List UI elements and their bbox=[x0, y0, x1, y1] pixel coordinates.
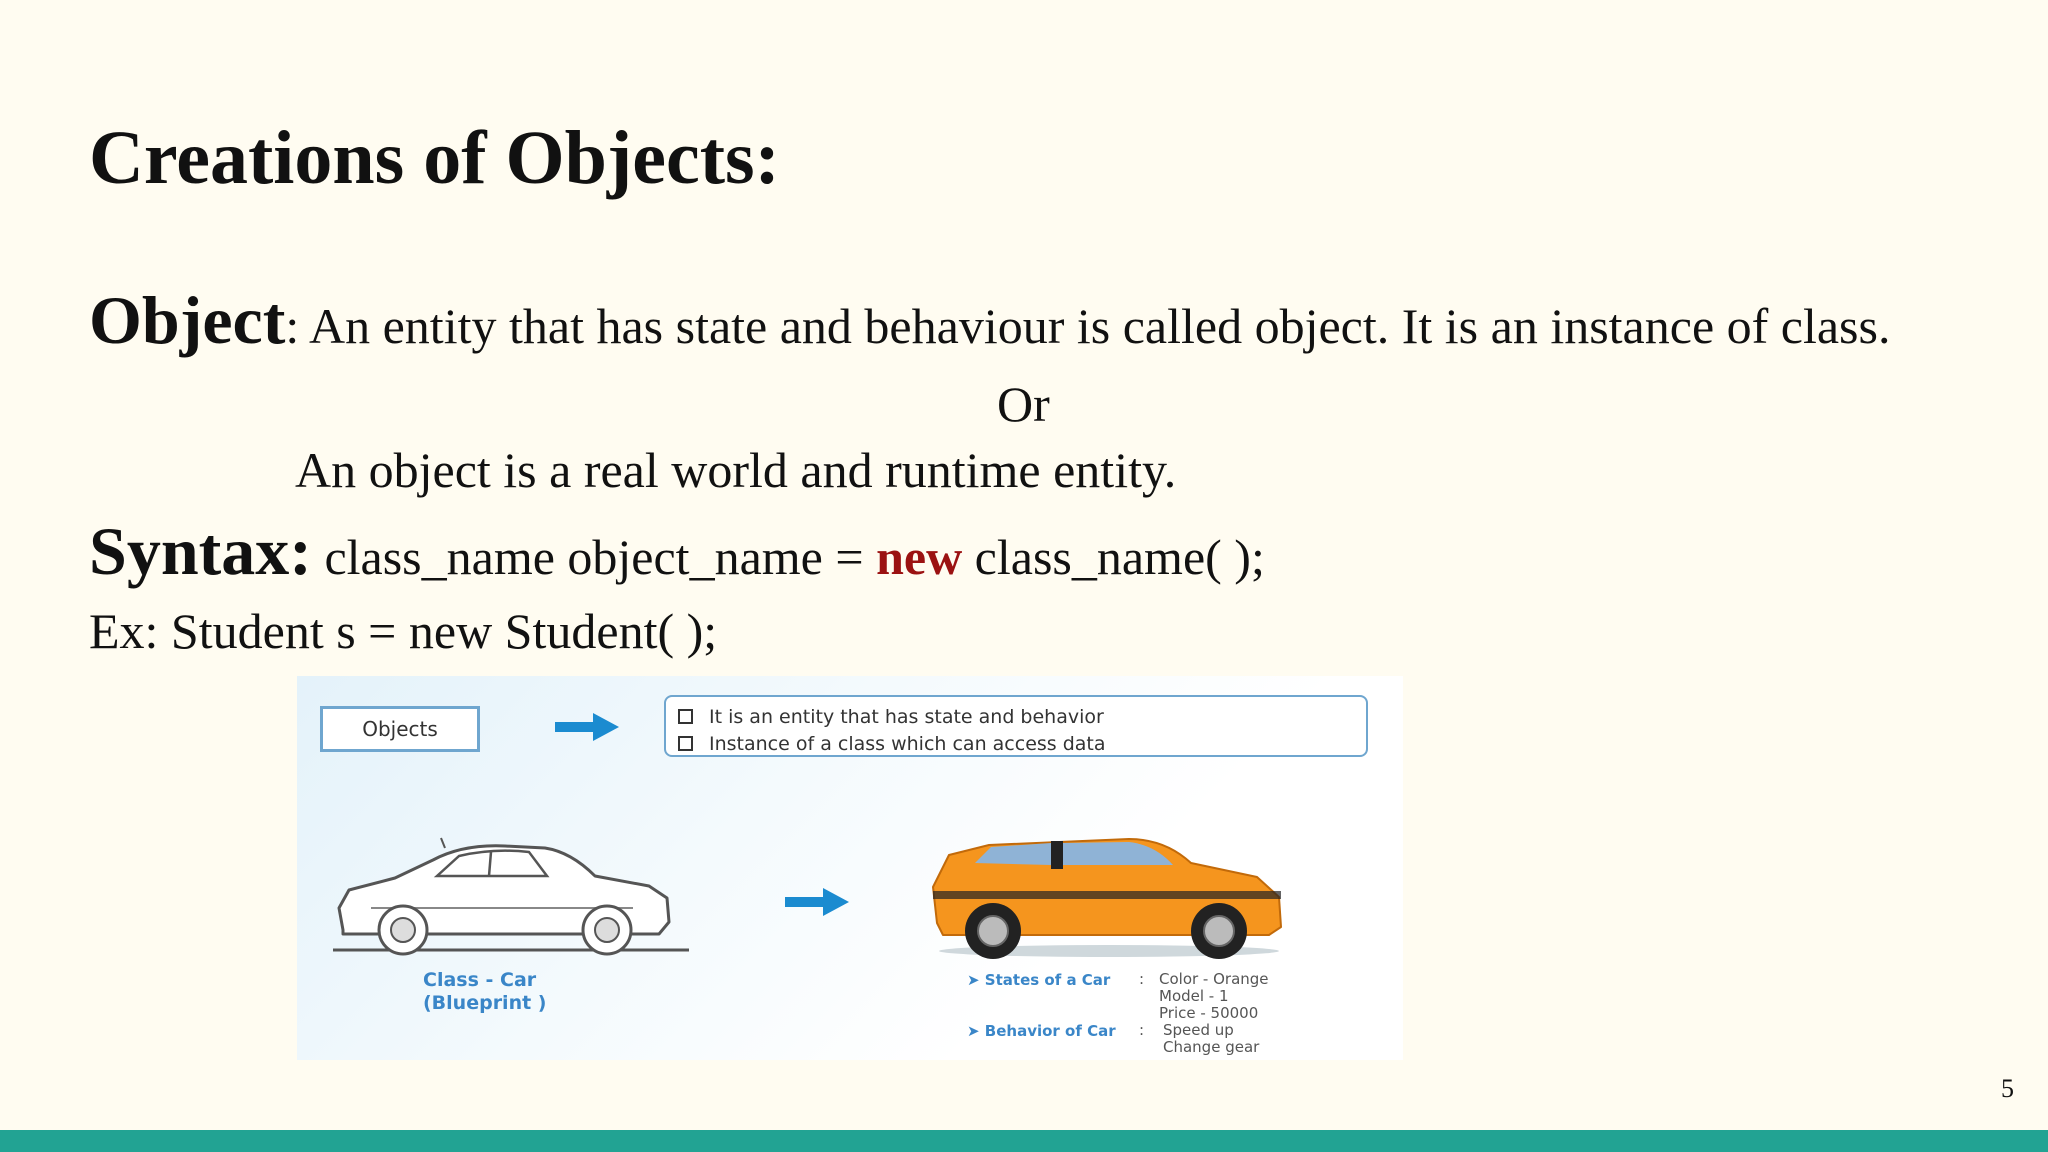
footer-bar bbox=[0, 1130, 2048, 1152]
class-caption bbox=[423, 969, 546, 1015]
or-text: Or bbox=[997, 376, 1050, 432]
states-label: ➤ States of a Car bbox=[967, 971, 1111, 989]
checkbox-icon bbox=[678, 736, 693, 751]
object-definition-line bbox=[89, 283, 1890, 358]
behavior-separator: : bbox=[1139, 1021, 1145, 1039]
syntax-term: Syntax: bbox=[89, 513, 312, 589]
bullet-text: Instance of a class which can access data bbox=[709, 732, 1106, 755]
behavior-label: ➤ Behavior of Car bbox=[967, 1022, 1116, 1040]
state-value: Price - 50000 bbox=[1159, 1004, 1259, 1022]
page-number: 5 bbox=[2001, 1074, 2014, 1103]
arrow-right-icon bbox=[785, 888, 849, 916]
syntax-part-2: class_name( ); bbox=[962, 529, 1265, 585]
object-definition: : An entity that has state and behaviour is called object. It is an instance of class. bbox=[285, 298, 1891, 354]
example-code: Ex: Student s = new Student( ); bbox=[89, 603, 718, 659]
behavior-value: Speed up bbox=[1163, 1021, 1234, 1039]
behavior-values bbox=[1163, 1022, 1259, 1056]
orange-car-icon bbox=[929, 831, 1289, 961]
states-separator: : bbox=[1139, 970, 1145, 988]
states-values bbox=[1159, 971, 1269, 1022]
state-value: Color - Orange bbox=[1159, 970, 1269, 988]
behavior-value: Change gear bbox=[1163, 1038, 1260, 1056]
state-value: Model - 1 bbox=[1159, 987, 1229, 1005]
bullet-item bbox=[678, 703, 1366, 730]
behavior-label-text: Behavior of Car bbox=[984, 1022, 1116, 1040]
object-description-box bbox=[664, 695, 1368, 757]
objects-label: Objects bbox=[362, 717, 438, 741]
bullet-text: It is an entity that has state and behavior bbox=[709, 705, 1104, 728]
alternate-definition: An object is a real world and runtime entity. bbox=[295, 442, 1177, 498]
syntax-line bbox=[89, 514, 1265, 589]
new-keyword: new bbox=[876, 529, 963, 585]
object-term: Object bbox=[89, 282, 286, 358]
states-label-text: States of a Car bbox=[984, 971, 1111, 989]
checkbox-icon bbox=[678, 709, 693, 724]
bullet-item bbox=[678, 730, 1366, 757]
arrow-right-icon bbox=[555, 713, 619, 741]
objects-label-box bbox=[320, 706, 480, 752]
slide-title: Creations of Objects: bbox=[89, 116, 780, 200]
car-outline-icon bbox=[333, 830, 689, 960]
class-caption-title: Class - Car bbox=[423, 969, 537, 991]
class-caption-subtitle: (Blueprint ) bbox=[423, 991, 547, 1014]
syntax-part-1: class_name object_name = bbox=[311, 529, 877, 585]
object-diagram bbox=[297, 676, 1403, 1060]
